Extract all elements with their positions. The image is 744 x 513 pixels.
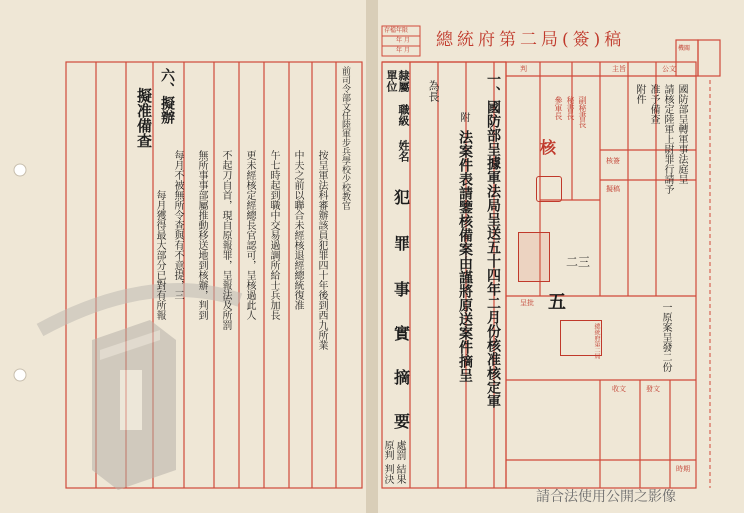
table-head-summary-1: 摘 bbox=[394, 368, 411, 387]
label-zhuzhi: 主旨 bbox=[612, 65, 626, 73]
body-line-1: 按呈軍法科審辦該員犯罪四十年後到西九所業 bbox=[316, 150, 327, 350]
body-line-5: 不起刀自首，現自原報罪，呈報法及所罰 bbox=[220, 150, 231, 330]
small-seal bbox=[536, 176, 562, 202]
label-chengpi: 呈批 bbox=[520, 299, 534, 307]
table-head-rank: 職級 bbox=[397, 104, 410, 126]
usage-watermark: 請合法使用公開之影像 bbox=[536, 489, 676, 505]
body-line-8: 每月獲得最大部分已對有所報 bbox=[154, 190, 165, 320]
office-stamp bbox=[560, 320, 602, 359]
suggest-conclusion: 擬准備查 bbox=[135, 88, 153, 148]
table-head-summary-2: 要 bbox=[394, 412, 411, 431]
storage-label: 存檔年限 bbox=[384, 27, 409, 34]
seal-stamp bbox=[518, 232, 550, 282]
label-gongwen: 公文 bbox=[662, 65, 676, 73]
right-column-4: 附件 bbox=[634, 84, 645, 104]
attachment-mark: 附 bbox=[458, 112, 469, 122]
body-line-3: 午七時起到職中交易過調所給士兵加長 bbox=[268, 150, 279, 320]
sign-mark-2: 五 bbox=[548, 292, 566, 313]
table-head-crime-1: 犯 bbox=[394, 188, 411, 207]
main-text-line-2: 法案件表請鑒核備案由謹將原送案件摘呈 bbox=[457, 130, 473, 382]
suggest-heading: 六、擬辦 bbox=[159, 68, 175, 124]
punch-hole bbox=[14, 369, 26, 381]
he-mark: 核 bbox=[540, 138, 557, 157]
table-head-fact-1: 事 bbox=[394, 280, 411, 299]
side-block: 前司令部文任陸軍步兵學校少校教官 bbox=[340, 66, 350, 210]
label-heqian: 核簽 bbox=[606, 157, 620, 165]
table-head-name: 姓名 bbox=[397, 140, 410, 162]
right-note-changed: 為長 bbox=[427, 80, 440, 102]
label-pan: 判 bbox=[520, 65, 527, 73]
storage-month: 年 月 bbox=[396, 47, 410, 54]
right-column-2: 請核定陸軍上尉罪行請予 bbox=[662, 84, 673, 194]
fold-shadow bbox=[366, 0, 378, 513]
left-note-2: 處罰 bbox=[394, 440, 405, 460]
table-head-unit: 單位 bbox=[385, 70, 398, 92]
body-line-6: 無所事事部屬推動移送地到核辦，判到 bbox=[196, 150, 207, 320]
right-column-3: 准予備查 bbox=[648, 84, 659, 124]
document-title: 總統府第二局(簽)稿 bbox=[436, 30, 626, 50]
main-text-line-1: 一、國防部呈據軍法局呈送五十四年二月份核准核定軍 bbox=[485, 72, 501, 408]
label-nigao: 擬稿 bbox=[606, 185, 620, 193]
sign-mark-1: 二三 bbox=[566, 255, 591, 269]
table-head-crime-2: 罪 bbox=[394, 234, 411, 253]
right-note: 一原案呈發二份 bbox=[660, 302, 671, 372]
storage-year: 年 月 bbox=[396, 37, 410, 44]
official-1: 副秘書長 bbox=[578, 96, 587, 128]
official-3: 參軍長 bbox=[554, 96, 563, 120]
body-line-2: 中夫之前以聯合未經核退經總統復准 bbox=[292, 150, 303, 310]
label-shiqi: 時期 bbox=[676, 465, 690, 473]
office-stamp-text: 總統府第二局 bbox=[593, 323, 600, 359]
body-line-7: 每月不被無所令查與有不意提，三 bbox=[172, 150, 183, 300]
table-head-subordinate: 隸屬 bbox=[397, 70, 410, 92]
label-fa: 發文 bbox=[646, 385, 660, 393]
label-jiyu: 機關 bbox=[678, 45, 691, 52]
body-line-4: 更未經核定經總長官認可，呈核過此人 bbox=[244, 150, 255, 320]
table-head-fact-2: 實 bbox=[394, 324, 411, 343]
label-shou: 收文 bbox=[612, 385, 626, 393]
left-note-3: 判決 bbox=[382, 464, 393, 484]
left-note-1: 原判 bbox=[382, 440, 393, 460]
right-column-1: 國防部呈轉軍事法庭呈 bbox=[676, 84, 687, 184]
left-note-4: 結果 bbox=[394, 464, 405, 484]
official-2: 秘書長 bbox=[566, 96, 575, 120]
punch-hole bbox=[14, 164, 26, 176]
watermark-emblem bbox=[40, 290, 240, 490]
